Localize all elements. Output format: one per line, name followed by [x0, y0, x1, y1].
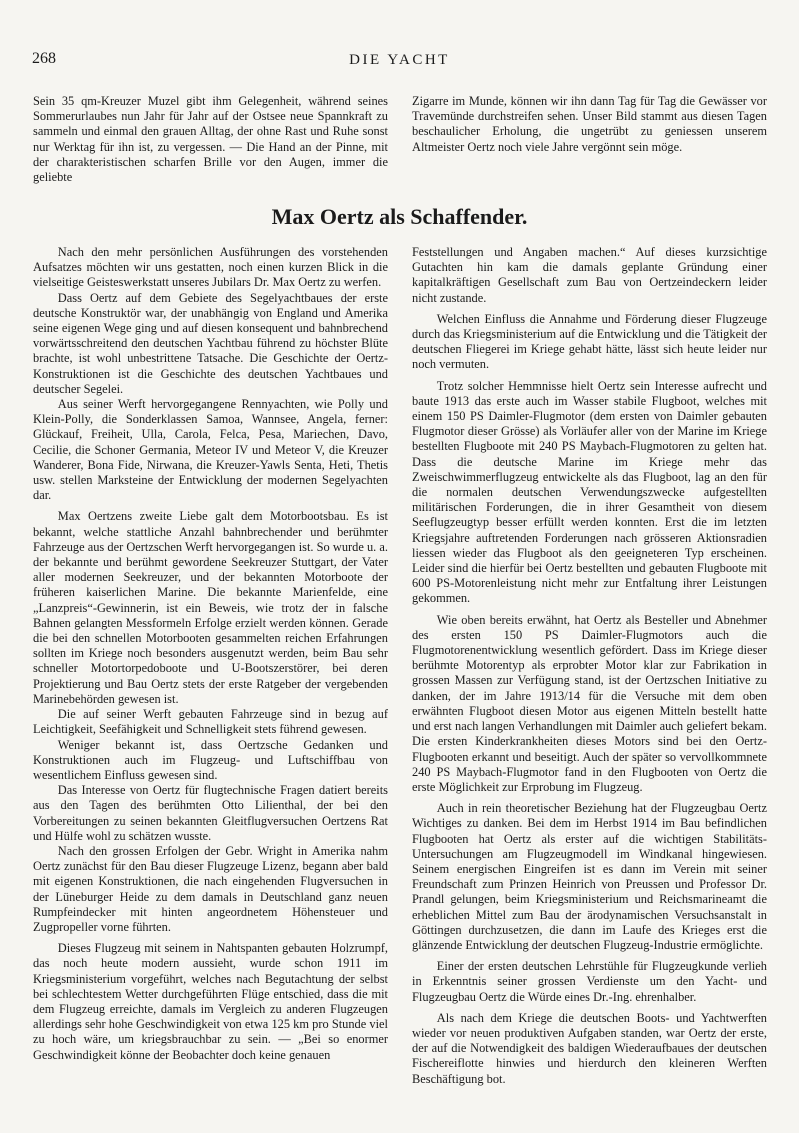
paragraph: Trotz solcher Hemmnisse hielt Oertz sein Interesse aufrecht und baute 1913 das erste auch im Wasser stabile Flugboot, welches mit einem 150 PS Daimler-Flugmotor (dem ersten von Daimler gebauten Flugmotor dieser Grösse) als Vorläufer aller von der Marine im Kriege bestellten Flugboote mit 240 PS Maybach-Flugmotoren zu gelten hat. Dass die deutsche Marine im Kriege mehr das Zweischwimmerflugzeug entwickelte als das Flugboot, lag an den für die normalen deutschen Verwendungszwecke aufgestellten militärischen Forderungen, die in ihrer Gesamtheit von diesem Seeflugzeugtyp besser erfüllt werden konnten. Erst die im letzten Kriegsjahre auftretenden Forderungen nach grösseren Aktionsradien liessen wieder das Flugboot als den geeigneteren Typ erscheinen. Leider sind die hierfür bei Oertz bestellten und gebauten Flugboote mit 600 PS-Motorenleistung nicht mehr zur Entfaltung ihrer Leistungen gekommen.: [412, 378, 767, 606]
paragraph: Nach den grossen Erfolgen der Gebr. Wright in Amerika nahm Oertz zunächst für den Bau dieser Flugzeuge Lizenz, begann aber bald mit eigenen Konstruktionen, die nach eingehenden Flugversuchen in der Lüneburger Heide zu dem damals in Deutschland ganz neuen Rumpfeindecker mit hinten angeordnetem Höhensteuer und Zugpropeller vorne führten.: [33, 843, 388, 934]
paragraph: Welchen Einfluss die Annahme und Förderung dieser Flugzeuge durch das Kriegsministerium auf die Entwicklung und die Tätigkeit der deutschen Fliegerei im Kriege gehabt hätte, lässt sich heute leider nur noch vermuten.: [412, 311, 767, 372]
paragraph: Auch in rein theoretischer Beziehung hat der Flugzeugbau Oertz Wichtiges zu danken. Bei dem im Herbst 1914 im Bau befindlichen Flugbooten hat Oertz als erster auf die wichtigen Stabilitäts-Untersuchungen am Flugzeugmodell im Windkanal hingewiesen. Seinem energischen Eingreifen ist es dann im Verein mit seiner Freundschaft zum Prinzen Heinrich von Preussen und Professor Dr. Prandl gelungen, beim Kriegsministerium und Reichsmarineamt die erheblichen Mittel zum Bau der ärodynamischen Versuchsanstalt in Göttingen durchzusetzen, die dann im Laufe des Krieges erst die glänzende Entwicklung der deutschen Flugzeug-Industrie ermöglichte.: [412, 801, 767, 952]
intro-right-text: Zigarre im Munde, können wir ihn dann Tag für Tag die Gewässer vor Travemünde durchstreifen sehen. Unser Bild stammt aus diesen Tagen beschaulicher Erholung, die ungetrübt zu geniessen unserem Altmeister Oertz noch viele Jahre vergönnt sein möge.: [412, 94, 767, 154]
paragraph: Weniger bekannt ist, dass Oertzsche Gedanken und Konstruktionen auch im Flugzeug- und Luftschiffbau von wesentlichem Einfluss gewesen sind.: [33, 737, 388, 782]
paragraph: Wie oben bereits erwähnt, hat Oertz als Besteller und Abnehmer des ersten 150 PS Daimler-Flugmotors auch die Flugmotorenentwicklung wesentlich gefördert. Dass im Kriege dieser berühmte Motorentyp als erprobter Motor klar zur Fabrikation in grossen Massen zur Verfügung stand, ist der Oertzschen Initiative zu danken, der im Jahre 1913/14 für die Versuche mit dem oben erwähnten Flugboot diesen Motor aus eigenen Mitteln bestellt hatte und erst nach langen Verhandlungen mit Daimler auch geliefert bekam. Die ersten Kinderkrankheiten dieses Motors sind bei den Oertz-Flugbooten erkannt und beseitigt. Auch der später so vervollkommnete 240 PS Maybach-Flugmotor fand in den Flugbooten von Oertz die erste Möglichkeit zur Erprobung im Flugzeug.: [412, 612, 767, 794]
article-right-column: [412, 245, 767, 1087]
paragraph: Einer der ersten deutschen Lehrstühle für Flugzeugkunde verlieh in Erkenntnis seiner grossen Verdienste um den Yacht- und Flugzeugbau Oertz die Würde eines Dr.-Ing. ehrenhalber.: [412, 959, 767, 1004]
article-title: Max Oertz als Schaffender.: [271, 204, 528, 229]
paragraph: Dieses Flugzeug mit seinem in Nahtspanten gebauten Holzrumpf, das noch heute modern aussieht, wurde schon 1911 im Kriegsministerium vorgeführt, welches nach Begutachtung der selbst bei schlechtestem Wetter durchgeführten Flüge entschied, dass die mit dem Flugzeug erreichte, damals im Vergleich zu anderen Flugzeugen allerdings sehr hohe Geschwindigkeit von etwa 125 km pro Stunde viel zu hoch wäre, um kriegsbrauchbar zu sein. — „Bei so enormer Geschwindigkeit könne der Beobachter doch keine genauen: [33, 941, 388, 1062]
paragraph: Als nach dem Kriege die deutschen Boots- und Yachtwerften wieder vor neuen produktiven Aufgaben standen, war Oertz der erste, der auf die Notwendigkeit des baldigen Wiederaufbaues der deutschen Fischereiflotte hinwies und hierdurch den kleineren Werften Beschäftigung bot.: [412, 1010, 767, 1086]
paragraph: Das Interesse von Oertz für flugtechnische Fragen datiert bereits aus den Tagen des berühmten Otto Lilienthal, der bei den Vorbereitungen zu seinen bekannten Gleitflugversuchen Oertzens Rat und Hülfe wohl zu schätzen wusste.: [33, 783, 388, 843]
paragraph: Max Oertzens zweite Liebe galt dem Motorbootsbau. Es ist bekannt, welche stattliche Anzahl bahnbrechender und berühmter Fahrzeuge aus der Oertzschen Werft hervorgegangen ist. So wurde u. a. der bekannte und berühmt gewordene Seekreuzer Stuttgart, der Vater aller modernen Seekreuzer, und der bekannten Motorboote der früheren kaiserlichen Marine. Die bekannte Marienfelde, eine „Lanzpreis“-Gewinnerin, ist ein Beweis, wie trotz der in falsche Bahnen gelangten Messformeln Erfolge erzielt werden können. Gerade die bei den schnellen Motorbooten gesammelten reichen Erfahrungen sollten im Kriege noch besonders ausgenutzt werden, beim Bau sehr schneller Motortorpedoboote und U-Bootszerstörer, bei deren Projektierung und Bau Oertz stets der erste Ratgeber der vergebenden Marinebehörden gewesen ist.: [33, 509, 388, 706]
paragraph: Dass Oertz auf dem Gebiete des Segelyachtbaues der erste deutsche Konstruktör war, der unabhängig von England und Amerika seine eigenen Wege ging und auf diesen konsequent und bahnbrechend vorwärtsschreitend den deutschen Yachtbau führend zu höchster Blüte brachte, ist wohl unbestrittene Tatsache. Die Geschichte der Oertz-Konstruktionen ist die Geschichte des deutschen Yachtbaues und deutscher Segelei.: [33, 290, 388, 396]
running-head: DIE YACHT: [349, 52, 450, 68]
paragraph: Die auf seiner Werft gebauten Fahrzeuge sind in bezug auf Leichtigkeit, Seefähigkeit und Schnelligkeit stets führend gewesen.: [33, 707, 388, 737]
paragraph: Aus seiner Werft hervorgegangene Rennyachten, wie Polly und Klein-Polly, die Sonderklassen Samoa, Wannsee, Angela, ferner: Glückauf, Freiheit, Ulla, Carola, Felca, Pesa, Mariechen, Davo, Cecilie, die Schoner Germania, Meteor IV und Meteor V, die Kreuzer Wanderer, Bona Fide, Nirwana, die Kreuzer-Yawls Senta, Heti, Thetis usw. stellen Marksteine der Entwicklung der modernen Segelyachten dar.: [33, 397, 388, 503]
page-number: 268: [32, 50, 56, 67]
intro-right-column: [412, 94, 767, 155]
article-left-column: [33, 245, 388, 1063]
intro-left-column: [33, 94, 388, 185]
paragraph: Nach den mehr persönlichen Ausführungen des vorstehenden Aufsatzes möchten wir uns gestatten, noch einen kurzen Blick in die vielseitige Geisteswerkstatt unseres Jubilars Dr. Max Oertz zu werfen.: [33, 245, 388, 290]
intro-left-text: Sein 35 qm-Kreuzer Muzel gibt ihm Gelegenheit, während seines Sommerurlaubes nun Jahr für Jahr auf der Ostsee neue Spannkraft zu sammeln und einmal den grauen Alltag, der ohne Rast und Ruhe sonst nur Werktag für ihn ist, zu vergessen. — Die Hand an der Pinne, mit der charakteristischen scharfen Brille vor den Augen, immer die geliebte: [33, 94, 388, 185]
paragraph: Feststellungen und Angaben machen.“ Auf dieses kurzsichtige Gutachten hin kam die damals geplante Gründung einer kapitalkräftigen Gesellschaft zum Bau von Oertzeindeckern leider nicht zustande.: [412, 245, 767, 305]
